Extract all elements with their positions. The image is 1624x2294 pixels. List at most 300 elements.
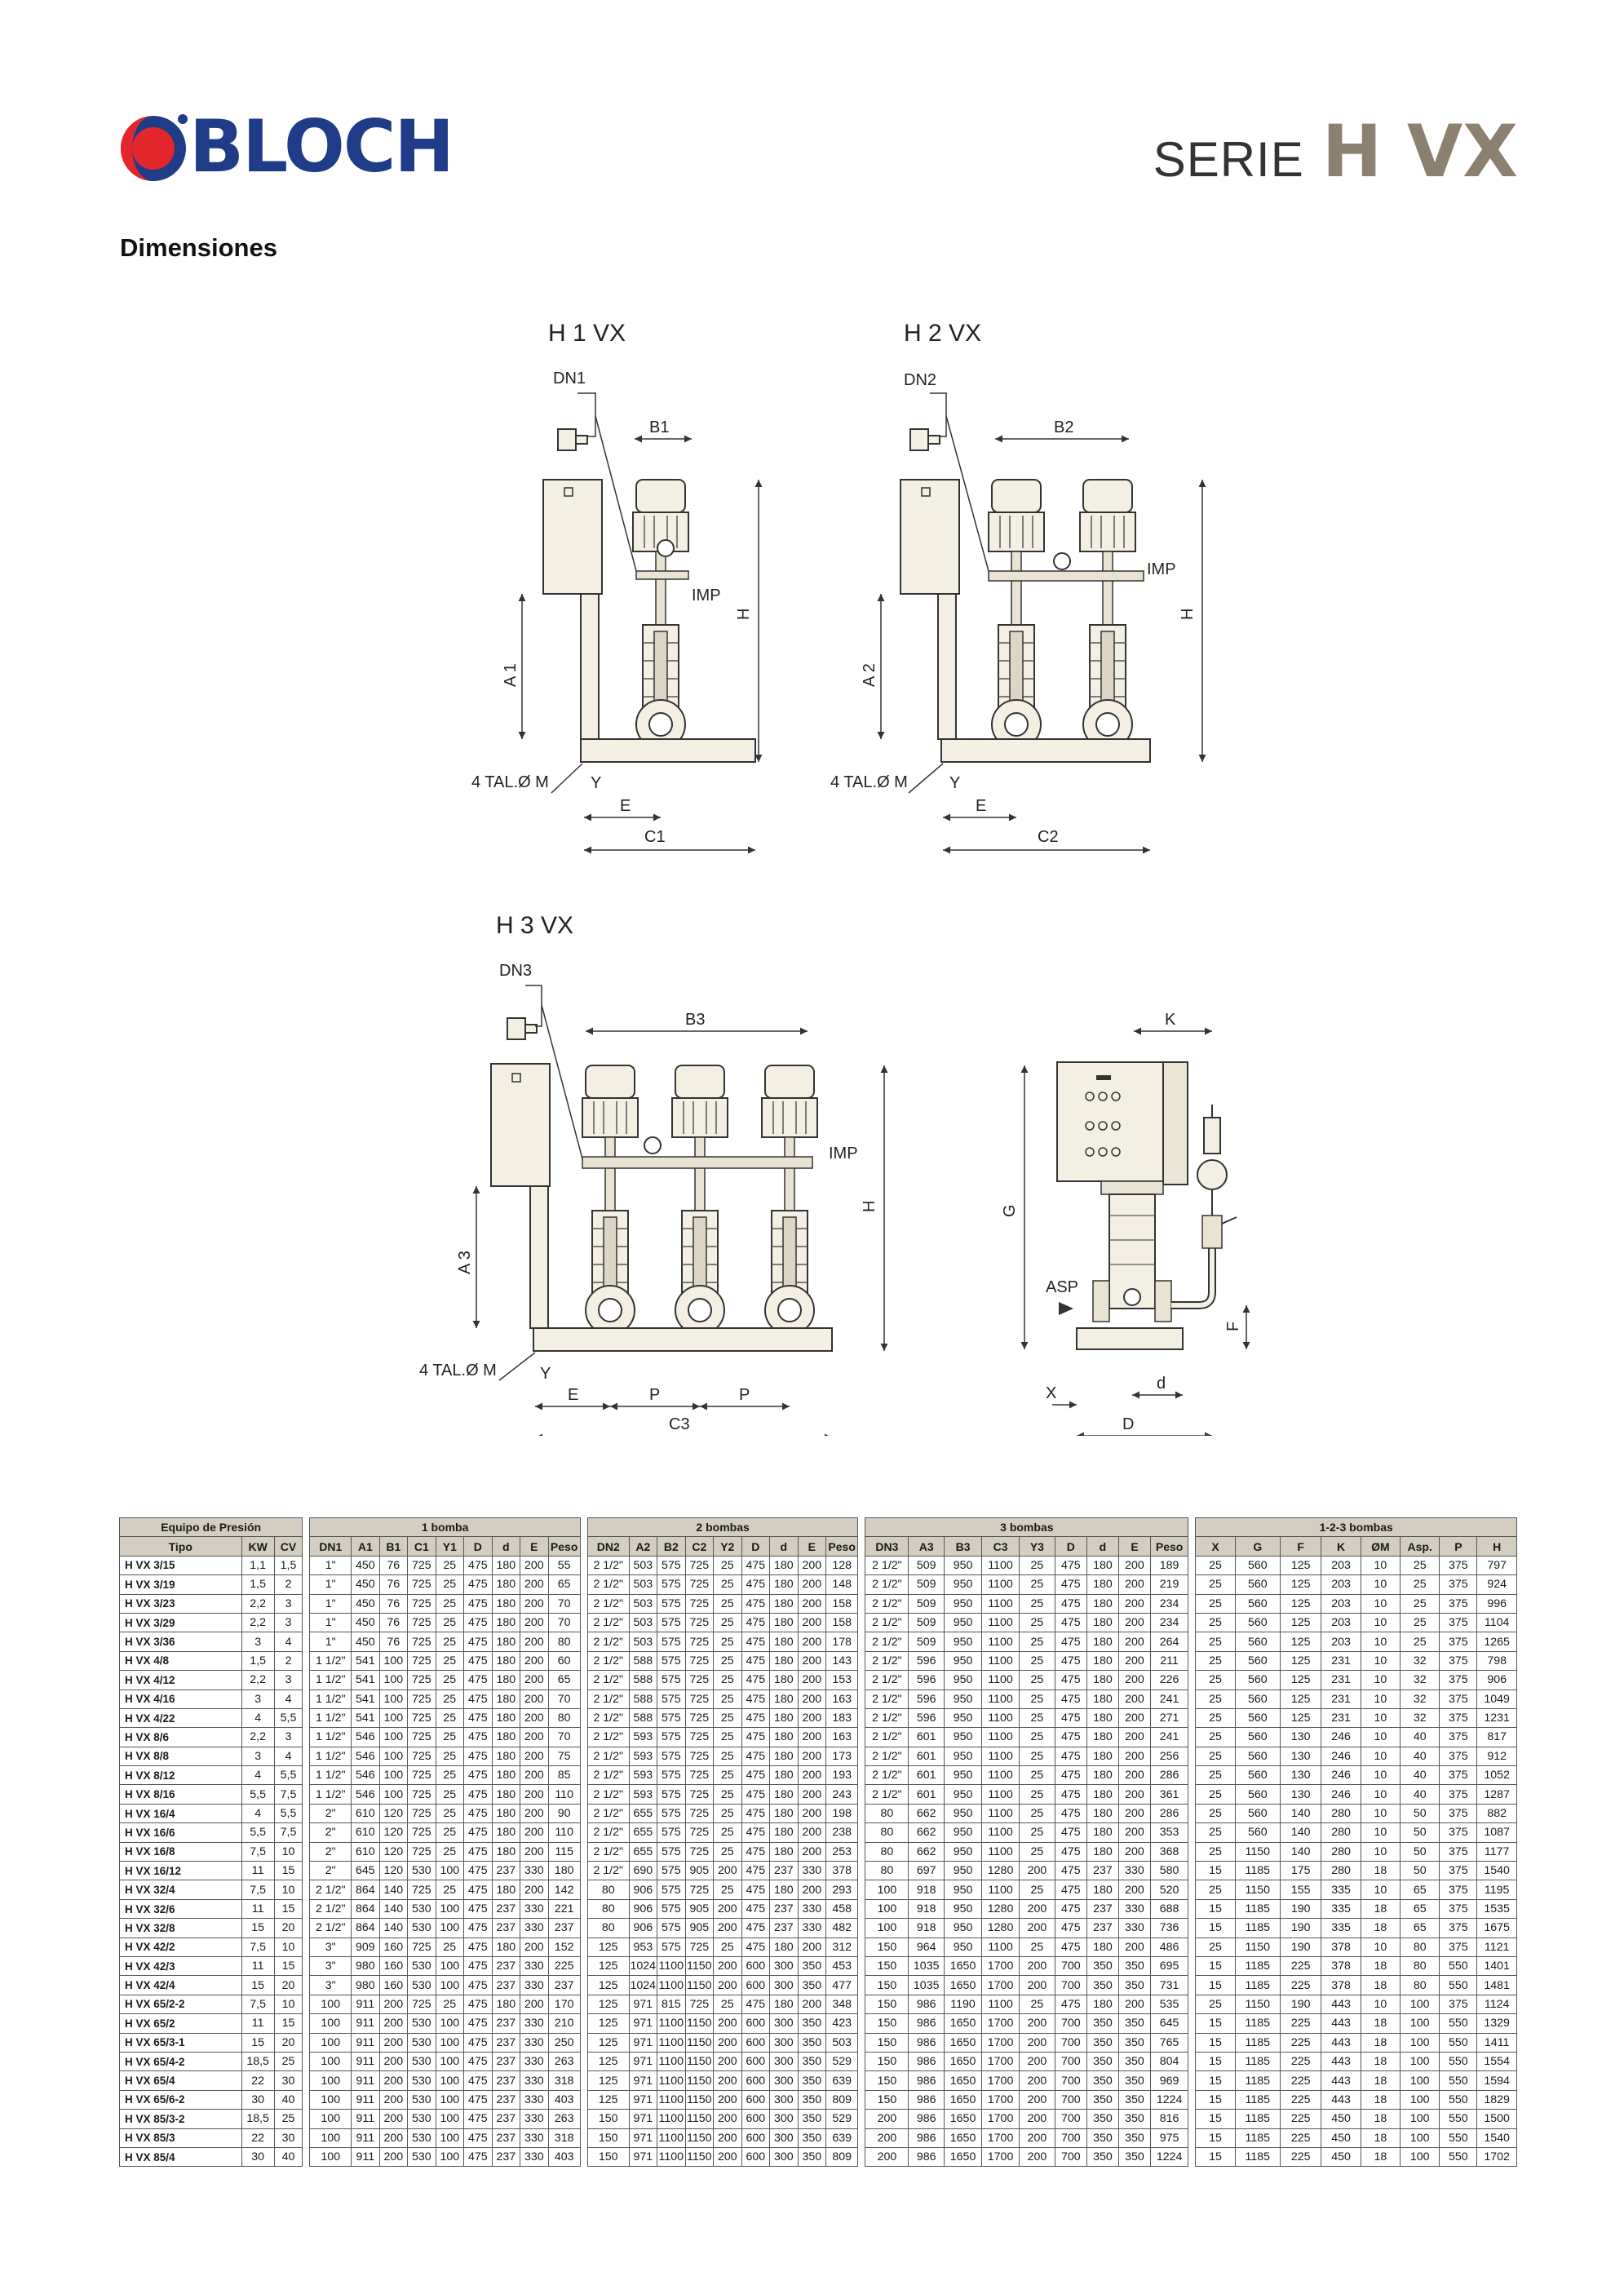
column-header: D: [1055, 1537, 1086, 1556]
table-cell: 330: [1118, 1919, 1150, 1938]
table-cell: 530: [408, 2110, 436, 2128]
row-type-cell: H VX 65/4-2: [120, 2052, 242, 2070]
table-cell: 100: [865, 1880, 909, 1899]
table-cell: 330: [520, 1976, 549, 1995]
table-cell: 225: [1280, 1976, 1321, 1995]
table-cell: 10: [1361, 1690, 1400, 1708]
table-row: [120, 1804, 1517, 1822]
table-cell: 2 1/2": [865, 1556, 909, 1574]
table-cell: 200: [1118, 1766, 1150, 1785]
table-cell: 200: [1118, 1995, 1150, 2013]
table-cell: 200: [1020, 1899, 1055, 1918]
table-cell: 950: [945, 1919, 982, 1938]
table-cell: 575: [657, 1919, 686, 1938]
table-cell: 180: [492, 1708, 520, 1727]
table-cell: 150: [865, 2071, 909, 2090]
table-cell: 918: [909, 1919, 945, 1938]
table-cell: 125: [587, 1995, 629, 2013]
table-cell: 546: [352, 1747, 380, 1765]
table-cell: 200: [1118, 1594, 1150, 1613]
table-cell: 1035: [909, 1956, 945, 1975]
table-cell: 725: [685, 1804, 714, 1822]
table-cell: 2": [310, 1862, 352, 1880]
table-cell: 475: [464, 1899, 493, 1918]
table-cell: 18: [1361, 2033, 1400, 2052]
table-cell: 25: [1020, 1747, 1055, 1765]
table-cell: 25: [436, 1671, 464, 1690]
table-cell: 180: [492, 1766, 520, 1785]
table-cell: 25: [274, 2052, 303, 2070]
table-cell: 25: [436, 1823, 464, 1842]
table-cell: 700: [1055, 2052, 1086, 2070]
row-type-cell: H VX 32/4: [120, 1880, 242, 1899]
table-cell: 10: [1361, 1823, 1400, 1842]
column-header: A3: [909, 1537, 945, 1556]
table-cell: 200: [1020, 2071, 1055, 2090]
table-row: [120, 1690, 1517, 1708]
table-cell: 950: [945, 1728, 982, 1747]
table-cell: 100: [1401, 2147, 1440, 2166]
table-cell: 725: [685, 1880, 714, 1899]
table-cell: 725: [685, 1938, 714, 1956]
series-prefix: SERIE: [1153, 132, 1304, 187]
table-cell: 200: [798, 1708, 826, 1727]
table-cell: 22: [241, 2071, 274, 2090]
table-cell: 80: [865, 1823, 909, 1842]
table-cell: 475: [464, 1938, 493, 1956]
row-type-cell: H VX 42/3: [120, 1956, 242, 1975]
table-cell: 200: [520, 1785, 549, 1804]
table-cell: 15: [274, 1956, 303, 1975]
table-cell: 125: [1280, 1594, 1321, 1613]
table-cell: 1024: [629, 1956, 657, 1975]
table-cell: 25: [1020, 1613, 1055, 1632]
table-cell: 180: [770, 1708, 799, 1727]
h2-imp-label: IMP: [1147, 560, 1176, 578]
table-cell: 1121: [1477, 1938, 1517, 1956]
table-cell: 200: [1020, 1976, 1055, 1995]
table-cell: 3": [310, 1976, 352, 1995]
table-cell: 11: [241, 1899, 274, 1918]
table-cell: 700: [1055, 2110, 1086, 2128]
table-cell: 180: [1086, 1766, 1118, 1785]
table-cell: 2 1/2": [865, 1728, 909, 1747]
table-cell: 180: [1086, 1728, 1118, 1747]
table-cell: 950: [945, 1880, 982, 1899]
table-cell: 475: [741, 1651, 770, 1670]
column-header: CV: [274, 1537, 303, 1556]
table-cell: 725: [408, 1575, 436, 1594]
table-cell: 1": [310, 1632, 352, 1651]
table-cell: 593: [629, 1766, 657, 1785]
column-header: Y1: [436, 1537, 464, 1556]
table-cell: 180: [770, 1842, 799, 1861]
table-cell: 200: [798, 1842, 826, 1861]
table-cell: 350: [1086, 2052, 1118, 2070]
table-cell: 1700: [982, 2090, 1020, 2109]
table-cell: 662: [909, 1823, 945, 1842]
table-cell: 280: [1321, 1842, 1361, 1861]
side-f-label: F: [1224, 1321, 1242, 1331]
table-cell: 475: [464, 1594, 493, 1613]
table-cell: 1650: [945, 1956, 982, 1975]
table-cell: 330: [520, 1862, 549, 1880]
table-cell: 25: [714, 1785, 742, 1804]
table-cell: 330: [520, 2033, 549, 2052]
table-cell: 475: [1055, 1785, 1086, 1804]
table-cell: 600: [741, 2090, 770, 2109]
table-cell: 1100: [657, 2090, 686, 2109]
table-cell: 180: [770, 1938, 799, 1956]
table-row: [120, 1919, 1517, 1938]
table-cell: 1100: [982, 1804, 1020, 1822]
table-cell: 100: [379, 1690, 408, 1708]
table-cell: 180: [1086, 1804, 1118, 1822]
table-cell: 350: [1086, 2090, 1118, 2109]
table-cell: 22: [241, 2128, 274, 2147]
table-cell: 486: [1151, 1938, 1188, 1956]
table-cell: 150: [865, 2052, 909, 2070]
table-cell: 475: [1055, 1823, 1086, 1842]
h1-c-label: C1: [644, 828, 666, 846]
table-cell: 150: [587, 2110, 629, 2128]
table-cell: 610: [352, 1823, 380, 1842]
table-cell: 25: [1020, 1594, 1055, 1613]
table-cell: 368: [1151, 1842, 1188, 1861]
table-cell: 530: [408, 2090, 436, 2109]
row-type-cell: H VX 3/29: [120, 1613, 242, 1632]
table-cell: 335: [1321, 1919, 1361, 1938]
table-cell: 180: [492, 1785, 520, 1804]
table-cell: 600: [741, 2128, 770, 2147]
table-cell: 453: [826, 1956, 858, 1975]
table-cell: 911: [352, 2014, 380, 2033]
table-cell: 18: [1361, 1919, 1400, 1938]
drawing-h3vx: [419, 912, 884, 1436]
table-cell: 350: [1086, 2071, 1118, 2090]
table-cell: 2: [274, 1651, 303, 1670]
table-cell: 375: [1440, 1899, 1477, 1918]
column-header: ØM: [1361, 1537, 1400, 1556]
table-cell: 950: [945, 1785, 982, 1804]
table-cell: 125: [1280, 1575, 1321, 1594]
table-cell: 200: [1118, 1880, 1150, 1899]
table-row: [120, 1766, 1517, 1785]
table-cell: 330: [520, 2147, 549, 2166]
table-cell: 180: [1086, 1632, 1118, 1651]
table-cell: 546: [352, 1728, 380, 1747]
table-cell: 655: [629, 1823, 657, 1842]
h3-c-label: C3: [669, 1415, 690, 1433]
table-cell: 2 1/2": [310, 1919, 352, 1938]
h2-h-label: H: [1179, 608, 1197, 620]
table-cell: 200: [798, 1880, 826, 1899]
table-cell: 120: [379, 1823, 408, 1842]
table-cell: 588: [629, 1708, 657, 1727]
table-cell: 15: [1196, 2033, 1235, 2052]
side-d-small-label: d: [1157, 1375, 1166, 1393]
h1-b-label: B1: [649, 418, 670, 436]
table-cell: 200: [1118, 1575, 1150, 1594]
table-cell: 1401: [1477, 1956, 1517, 1975]
table-cell: 423: [826, 2014, 858, 2033]
table-cell: 180: [548, 1862, 580, 1880]
table-cell: 225: [1280, 2110, 1321, 2128]
h1-dn-label: DN1: [553, 370, 586, 388]
table-cell: 725: [685, 1556, 714, 1574]
table-cell: 125: [587, 2071, 629, 2090]
table-cell: 596: [909, 1708, 945, 1727]
table-cell: 475: [741, 1995, 770, 2013]
table-cell: 10: [1361, 1594, 1400, 1613]
table-cell: 797: [1477, 1556, 1517, 1574]
table-cell: 15: [1196, 1956, 1235, 1975]
h2-title: H 2 VX: [904, 320, 982, 347]
table-cell: 30: [241, 2147, 274, 2166]
table-cell: 237: [770, 1899, 799, 1918]
table-cell: 911: [352, 2071, 380, 2090]
table-cell: 560: [1235, 1766, 1280, 1785]
table-cell: 1 1/2": [310, 1708, 352, 1727]
table-cell: 475: [1055, 1899, 1086, 1918]
table-cell: 1150: [685, 2147, 714, 2166]
table-cell: 150: [865, 1995, 909, 2013]
table-cell: 25: [1196, 1995, 1235, 2013]
table-cell: 15: [274, 1899, 303, 1918]
table-cell: 175: [1280, 1862, 1321, 1880]
table-cell: 909: [352, 1938, 380, 1956]
column-header: H: [1477, 1537, 1517, 1556]
table-cell: 530: [408, 1899, 436, 1918]
dimension-drawings: [0, 294, 1624, 1436]
table-cell: 180: [492, 1651, 520, 1670]
table-cell: 2": [310, 1823, 352, 1842]
table-cell: 1100: [657, 2052, 686, 2070]
table-cell: 25: [1020, 1575, 1055, 1594]
table-cell: 350: [798, 1976, 826, 1995]
table-cell: 330: [1118, 1899, 1150, 1918]
table-cell: 25: [714, 1556, 742, 1574]
table-cell: 541: [352, 1651, 380, 1670]
column-header: A1: [352, 1537, 380, 1556]
table-cell: 180: [770, 1766, 799, 1785]
table-cell: 350: [1118, 2071, 1150, 2090]
table-cell: 1100: [982, 1651, 1020, 1670]
table-cell: 1049: [1477, 1690, 1517, 1708]
table-cell: 950: [945, 1556, 982, 1574]
table-cell: 688: [1151, 1899, 1188, 1918]
table-cell: 15: [1196, 2110, 1235, 2128]
table-cell: 150: [865, 2033, 909, 2052]
table-cell: 350: [798, 2090, 826, 2109]
table-cell: 475: [741, 1880, 770, 1899]
table-cell: 5,5: [274, 1708, 303, 1727]
table-cell: 546: [352, 1766, 380, 1785]
table-cell: 150: [865, 1956, 909, 1975]
table-cell: 450: [352, 1613, 380, 1632]
table-cell: 1287: [1477, 1785, 1517, 1804]
table-cell: 237: [492, 1919, 520, 1938]
table-cell: 200: [379, 2071, 408, 2090]
table-cell: 115: [548, 1842, 580, 1861]
h3-dn-label: DN3: [499, 962, 533, 980]
table-cell: 200: [1020, 2033, 1055, 2052]
table-cell: 330: [520, 1919, 549, 1938]
table-cell: 330: [798, 1899, 826, 1918]
table-cell: 200: [1020, 2052, 1055, 2070]
table-cell: 180: [492, 1880, 520, 1899]
table-cell: 996: [1477, 1594, 1517, 1613]
table-cell: 25: [436, 1556, 464, 1574]
table-cell: 503: [629, 1632, 657, 1651]
row-type-cell: H VX 3/36: [120, 1632, 242, 1651]
table-cell: 180: [1086, 1823, 1118, 1842]
h3-h-label: H: [861, 1200, 878, 1212]
table-cell: 350: [1118, 2128, 1150, 2147]
table-cell: 25: [1196, 1785, 1235, 1804]
table-cell: 600: [741, 2033, 770, 2052]
table-cell: 15: [1196, 1862, 1235, 1880]
table-cell: 475: [1055, 1728, 1086, 1747]
table-cell: 140: [379, 1880, 408, 1899]
table-cell: 90: [548, 1804, 580, 1822]
table-cell: 443: [1321, 2033, 1361, 2052]
table-cell: 125: [1280, 1671, 1321, 1690]
table-cell: 731: [1151, 1976, 1188, 1995]
table-cell: 503: [826, 2033, 858, 2052]
table-cell: 200: [1118, 1651, 1150, 1670]
table-cell: 817: [1477, 1728, 1517, 1747]
table-cell: 200: [520, 1690, 549, 1708]
table-cell: 350: [1118, 1976, 1150, 1995]
table-cell: 4: [274, 1747, 303, 1765]
table-cell: 200: [798, 1804, 826, 1822]
table-cell: 475: [741, 1690, 770, 1708]
table-cell: 80: [587, 1880, 629, 1899]
table-cell: 541: [352, 1671, 380, 1690]
table-cell: 180: [770, 1823, 799, 1842]
table-cell: 509: [909, 1575, 945, 1594]
table-cell: 237: [492, 2033, 520, 2052]
table-cell: 100: [1401, 2033, 1440, 2052]
table-cell: 180: [1086, 1708, 1118, 1727]
table-cell: 100: [436, 2014, 464, 2033]
table-cell: 80: [587, 1919, 629, 1938]
table-cell: 25: [1401, 1613, 1440, 1632]
table-cell: 475: [741, 1575, 770, 1594]
table-cell: 588: [629, 1671, 657, 1690]
table-cell: 10: [1361, 1785, 1400, 1804]
table-cell: 2 1/2": [865, 1690, 909, 1708]
table-cell: 76: [379, 1575, 408, 1594]
table-cell: 200: [798, 1747, 826, 1765]
table-cell: 100: [379, 1671, 408, 1690]
table-cell: 180: [1086, 1880, 1118, 1899]
table-cell: 905: [685, 1919, 714, 1938]
h2-tal-label: 4 TAL.Ø M: [830, 773, 908, 791]
table-cell: 2": [310, 1804, 352, 1822]
table-cell: 475: [1055, 1594, 1086, 1613]
table-row: [120, 1956, 1517, 1975]
table-cell: 300: [770, 2128, 799, 2147]
table-cell: 375: [1440, 1785, 1477, 1804]
table-cell: 475: [464, 2071, 493, 2090]
table-cell: 560: [1235, 1556, 1280, 1574]
table-cell: 18,5: [241, 2052, 274, 2070]
table-cell: 645: [352, 1862, 380, 1880]
table-cell: 378: [1321, 1956, 1361, 1975]
column-header: C2: [685, 1537, 714, 1556]
table-cell: 85: [548, 1766, 580, 1785]
table-cell: 475: [741, 1862, 770, 1880]
table-cell: 725: [685, 1632, 714, 1651]
table-cell: 475: [464, 1747, 493, 1765]
table-cell: 10: [1361, 1632, 1400, 1651]
table-cell: 125: [1280, 1651, 1321, 1670]
table-cell: 100: [1401, 2071, 1440, 2090]
h3-p2-label: P: [739, 1386, 750, 1404]
table-cell: 160: [379, 1938, 408, 1956]
table-cell: 237: [492, 1862, 520, 1880]
table-cell: 125: [587, 2014, 629, 2033]
table-cell: 280: [1321, 1862, 1361, 1880]
table-cell: 180: [492, 1575, 520, 1594]
table-cell: 318: [548, 2071, 580, 2090]
table-cell: 550: [1440, 2090, 1477, 2109]
table-cell: 200: [520, 1995, 549, 2013]
table-cell: 950: [945, 1575, 982, 1594]
table-cell: 190: [1280, 1899, 1321, 1918]
table-cell: 32: [1401, 1671, 1440, 1690]
table-cell: 330: [520, 2052, 549, 2070]
table-cell: 1195: [1477, 1880, 1517, 1899]
table-cell: 5,5: [241, 1823, 274, 1842]
table-cell: 10: [1361, 1575, 1400, 1594]
table-cell: 225: [1280, 2128, 1321, 2147]
table-cell: 80: [1401, 1976, 1440, 1995]
table-cell: 350: [1118, 2147, 1150, 2166]
table-cell: 25: [436, 1842, 464, 1861]
table-cell: 475: [1055, 1613, 1086, 1632]
table-cell: 15: [1196, 2128, 1235, 2147]
table-cell: 271: [1151, 1708, 1188, 1727]
table-cell: 2,2: [241, 1728, 274, 1747]
table-cell: 1150: [1235, 1938, 1280, 1956]
table-cell: 1100: [657, 1976, 686, 1995]
table-cell: 375: [1440, 1632, 1477, 1651]
table-cell: 662: [909, 1842, 945, 1861]
table-cell: 25: [1196, 1842, 1235, 1861]
table-cell: 475: [464, 2052, 493, 2070]
table-cell: 475: [464, 2147, 493, 2166]
table-cell: 180: [770, 1651, 799, 1670]
table-cell: 1185: [1235, 1862, 1280, 1880]
table-cell: 1150: [1235, 1880, 1280, 1899]
table-cell: 15: [1196, 2071, 1235, 2090]
table-cell: 350: [1118, 2014, 1150, 2033]
table-cell: 4: [274, 1632, 303, 1651]
table-cell: 535: [1151, 1995, 1188, 2013]
table-cell: 530: [408, 2014, 436, 2033]
table-cell: 18: [1361, 2071, 1400, 2090]
table-cell: 450: [352, 1594, 380, 1613]
table-cell: 695: [1151, 1956, 1188, 1975]
table-cell: 4: [274, 1690, 303, 1708]
table-cell: 10: [1361, 1728, 1400, 1747]
row-type-cell: H VX 32/8: [120, 1919, 242, 1938]
table-cell: 80: [865, 1862, 909, 1880]
table-cell: 300: [770, 2033, 799, 2052]
